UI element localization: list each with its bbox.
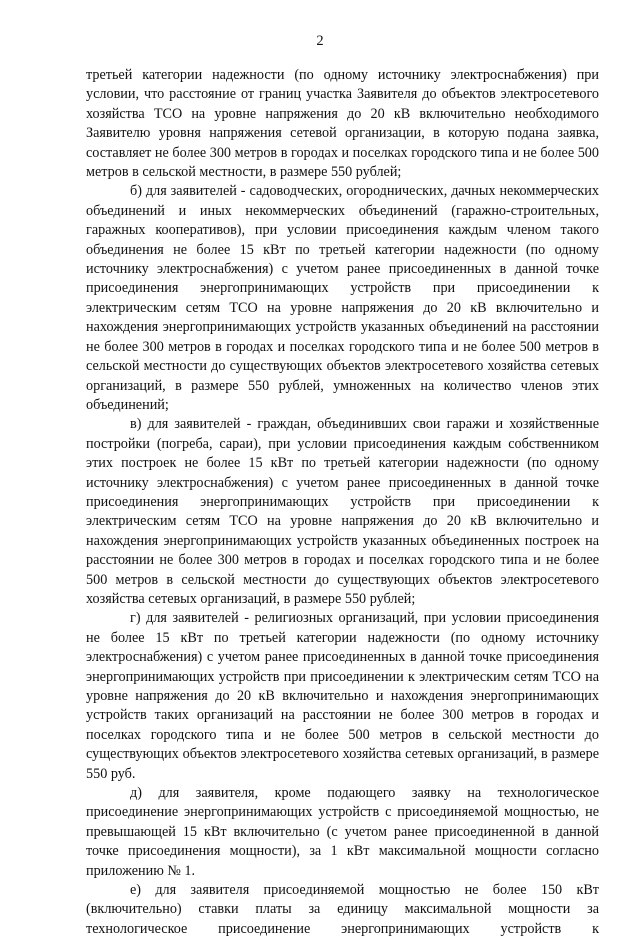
- document-body: [86, 66, 599, 939]
- page-number: 2: [316, 33, 324, 49]
- paragraph-e: е) для заявителя присоединяемой мощностью не более 150 кВт (включительно) ставки платы за единицу максимальной мощности за технологическое присоединение энергопринимающих устройств к: [86, 882, 599, 937]
- paragraph-d: д) для заявителя, кроме подающего заявку на технологическое присоединение энергопринимающих устройств с присоединяемой мощностью, не превышающей 15 кВт включительно (с учетом ранее присоединенной в данной точке присоединения мощности), за 1 кВт максимальной мощности согласно приложению № 1.: [86, 785, 599, 879]
- paragraph-b: б) для заявителей - садоводческих, огороднических, дачных некоммерческих объединений и иных некоммерческих объединений (гаражно-строительных, гаражных кооперативов), при условии присоединения каждым членом такого объединения не более 15 кВт по третьей категории надежности (по одному источнику электроснабжения) с учетом ранее присоединенных в данной точке присоединения энергопринимающих устройств при присоединении к электрическим сетям ТСО на уровне напряжения до 20 кВ включительно и нахождения энергопринимающих устройств указанных объединений на расстоянии не более 300 метров в городах и поселках городского типа и не более 500 метров в сельской местности до существующих объектов электросетевого хозяйства сетевых организаций, в размере 550 рублей, умноженных на количество членов этих объединений;: [86, 183, 599, 413]
- paragraph-continuation: третьей категории надежности (по одному источнику электроснабжения) при условии, что расстояние от границ участка Заявителя до объектов электросетевого хозяйства ТСО на уровне напряжения до 20 кВ включительно необходимого Заявителю уровня напряжения сетевой организации, в которую подана заявка, составляет не более 300 метров в городах и поселках городского типа и не более 500 метров в сельской местности, в размере 550 рублей;: [86, 67, 599, 181]
- paragraph-v: в) для заявителей - граждан, объединивших свои гаражи и хозяйственные постройки (погреба, сараи), при условии присоединения каждым собственником этих построек не более 15 кВт по третьей категории надежности (по одному источнику электроснабжения) с учетом ранее присоединенных в данной точке присоединения энергопринимающих устройств при присоединении к электрическим сетям ТСО на уровне напряжения до 20 кВ включительно и нахождения энергопринимающих устройств указанных объединенных построек на расстоянии не более 300 метров в городах и поселках городского типа и не более 500 метров в сельской местности до существующих объектов электросетевого хозяйства сетевых организаций, в размере 550 рублей;: [86, 416, 599, 607]
- paragraph-g: г) для заявителей - религиозных организаций, при условии присоединения не более 15 кВт по третьей категории надежности (по одному источнику электроснабжения) с учетом ранее присоединенных в данной точке присоединения энергопринимающих устройств при присоединении к электрическим сетям ТСО на уровне напряжения до 20 кВ включительно и нахождения энергопринимающих устройств таких организаций на расстоянии не более 300 метров в городах и поселках городского типа и не более 500 метров в сельской местности до существующих объектов электросетевого хозяйства сетевых организаций, в размере 550 руб.: [86, 610, 599, 782]
